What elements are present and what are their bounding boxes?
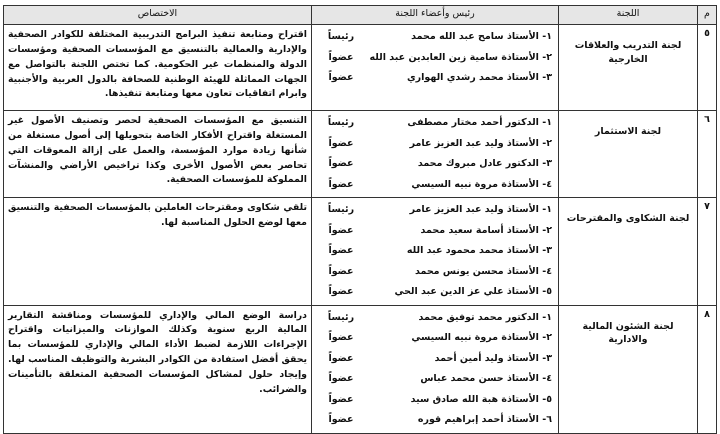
member-name: ٢- الأستاذ وليد عبد العزيز عامر: [409, 137, 552, 149]
member-name: ١- الدكتور محمد توفيق محمد: [418, 311, 552, 323]
member-row: [312, 200, 558, 221]
member-role: عضواً: [328, 414, 354, 426]
member-name: ٤- الأستاذ حسن محمد عباس: [420, 373, 552, 385]
members-list: [312, 25, 559, 111]
committee-name: لجنة الشكاوى والمقترحات: [559, 198, 698, 306]
specialty-text: دراسة الوضع المالي والإداري للمؤسسات ومناقشة التقارير المالية الربع سنوية وكذلك الموازنات والميزانيات واقتراح الإجراءات اللازمة لضبط الأداء المالي والإداري للمؤسسات بما يحقق أفضل استفادة من الكوادر البشرية والتوظيف المناسب لها. وإيجاد حلول لمشاكل المؤسسات الصحفية المتعلقة بالتأمينات والضرائب.: [4, 305, 312, 433]
committees-table: [3, 5, 717, 434]
table-row: [4, 198, 717, 306]
row-number: ٧: [698, 198, 717, 306]
member-name: ٣- الأستاذ وليد أمين أحمد: [434, 352, 552, 364]
specialty-text: اقتراح ومتابعة تنفيذ البرامج التدريبية المختلفة للكوادر الصحفية والإدارية والعمالية بالتنسيق مع المؤسسات الصحفية ومؤسسات الدولة والمنظمات غير الحكومية. كما تختص اللجنة بالتواصل مع الجهات المماثلة للهيئة الوطنية للصحافة بالدول العربية والأجنبية وابرام اتفاقيات تعاون معها ومتابعة تنفيذها.: [4, 25, 312, 111]
members-list: [312, 198, 559, 306]
member-role: عضواً: [328, 72, 354, 84]
member-name: ٣- الدكتور عادل مبروك محمد: [417, 158, 552, 170]
member-row: [312, 262, 558, 283]
member-row: [312, 154, 558, 175]
member-row: [312, 27, 558, 48]
member-row: [312, 369, 558, 390]
member-row: [312, 349, 558, 370]
member-row: [312, 134, 558, 155]
table-row: [4, 111, 717, 198]
header-specialty: الاختصاص: [4, 6, 312, 25]
member-role: رئيساً: [327, 31, 355, 43]
member-name: ٦- الأستاذ أحمد إبراهيم قوره: [417, 414, 552, 426]
member-name: ٤- الأستاذ محسن يونس محمد: [414, 265, 552, 277]
member-role: عضواً: [328, 158, 354, 170]
member-role: عضواً: [328, 51, 354, 63]
members-list: [312, 305, 559, 433]
table-row: [4, 25, 717, 111]
member-row: [312, 221, 558, 242]
specialty-text: تلقي شكاوى ومقترحات العاملين بالمؤسسات الصحفية والتنسيق معها لوضع الحلول المناسبة لها.: [4, 198, 312, 306]
member-row: [312, 175, 558, 196]
row-number: ٦: [698, 111, 717, 198]
member-row: [312, 308, 558, 329]
specialty-text: التنسيق مع المؤسسات الصحفية لحصر وتصنيف الأصول غير المستغلة واقتراح الأفكار الخاصة بتحويلها إلى أصول مستغلة من شأنها زيادة موارد المؤسسة، والعمل على إزالة المعوقات التي تحاصر بعض الأصول الأخرى وكذا تراخيص الأراضي والمنشآت المملوكة للمؤسسات الصحفية.: [4, 111, 312, 198]
member-role: عضواً: [328, 393, 354, 405]
member-name: ٢- الأستاذة مروة نبيه السيسي: [411, 332, 552, 344]
member-name: ٥- الأستاذة هبة الله صادق سيد: [410, 393, 552, 405]
member-role: عضواً: [328, 373, 354, 385]
committee-name: لجنة الاستثمار: [559, 111, 698, 198]
member-name: ٢- الأستاذ أسامة سعيد محمد: [420, 224, 552, 236]
member-name: ٣- الأستاذ محمد محمود عبد الله: [406, 245, 552, 257]
member-name: ٢- الأستاذة سامية زين العابدين عبد الله: [369, 51, 552, 63]
header-committee: اللجنة: [559, 6, 698, 25]
member-role: عضواً: [328, 332, 354, 344]
committee-name: لجنة التدريب والعلاقات الخارجية: [559, 25, 698, 111]
member-role: عضواً: [328, 224, 354, 236]
row-number: ٨: [698, 305, 717, 433]
member-row: [312, 390, 558, 411]
member-role: عضواً: [328, 265, 354, 277]
member-role: عضواً: [328, 137, 354, 149]
member-name: ١- الدكتور أحمد مختار مصطفى: [407, 117, 552, 129]
member-row: [312, 241, 558, 262]
table-row: [4, 305, 717, 433]
member-name: ٥- الأستاذ علي عز الدين عبد الحي: [394, 286, 552, 298]
member-row: [312, 68, 558, 89]
row-number: ٥: [698, 25, 717, 111]
member-role: عضواً: [328, 352, 354, 364]
members-list: [312, 111, 559, 198]
header-members: رئيس وأعضاء اللجنة: [312, 6, 559, 25]
committee-name: لجنة الشئون المالية والادارية: [559, 305, 698, 433]
member-row: [312, 113, 558, 134]
member-role: عضواً: [328, 286, 354, 298]
member-role: رئيساً: [327, 117, 355, 129]
member-role: عضواً: [328, 245, 354, 257]
member-row: [312, 328, 558, 349]
member-row: [312, 410, 558, 431]
member-row: [312, 48, 558, 69]
member-role: عضواً: [328, 178, 354, 190]
member-name: ١- الأستاذ سامح عبد الله محمد: [411, 31, 552, 43]
member-role: رئيساً: [327, 204, 355, 216]
header-number: م: [698, 6, 717, 25]
table-header-row: [4, 6, 717, 25]
member-row: [312, 282, 558, 303]
member-name: ٣- الأستاذ محمد رشدي الهواري: [406, 72, 552, 84]
member-name: ١- الأستاذ وليد عبد العزيز عامر: [409, 204, 552, 216]
member-name: ٤- الأستاذة مروة نبيه السيسي: [411, 178, 552, 190]
member-role: رئيساً: [327, 311, 355, 323]
